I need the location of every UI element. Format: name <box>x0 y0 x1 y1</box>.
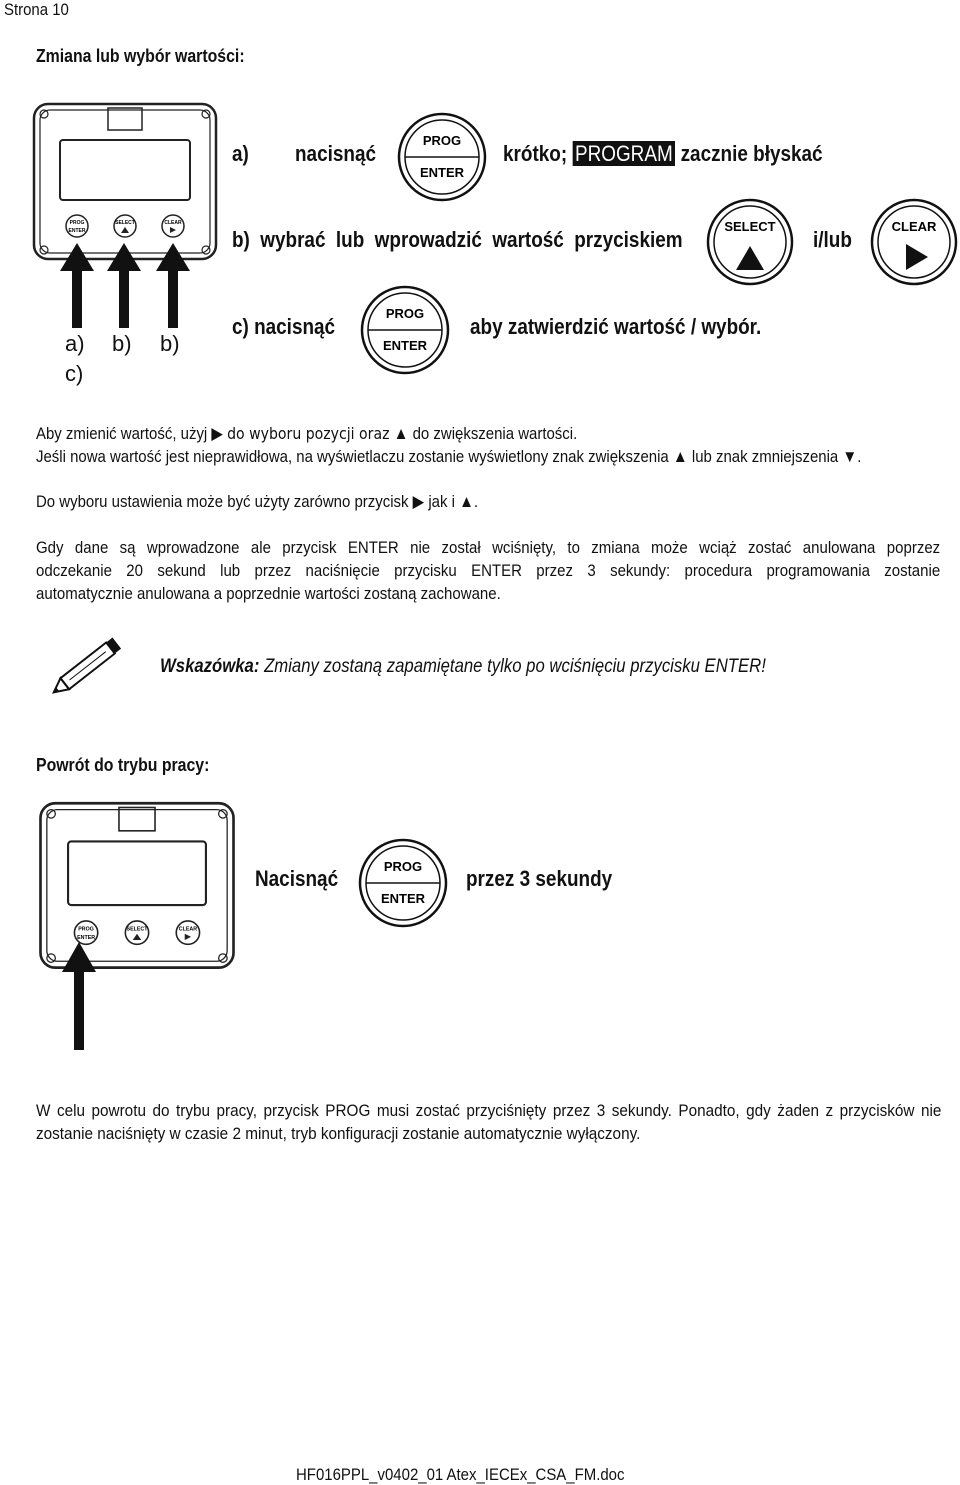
device-button-select <box>125 921 148 944</box>
step-c-result: aby zatwierdzić wartość / wybór. <box>470 314 762 339</box>
device-button-clear <box>162 215 184 237</box>
svg-text:SELECT: SELECT <box>115 220 135 226</box>
section-heading-return-to-work: Powrót do trybu pracy: <box>36 755 210 775</box>
arrow-label-b1: b) <box>112 331 132 356</box>
svg-text:PROG: PROG <box>383 859 423 874</box>
prog-enter-button-icon <box>360 285 450 375</box>
page-number: Strona 10 <box>4 0 69 19</box>
device-button-select <box>114 215 136 237</box>
return-duration: przez 3 sekundy <box>466 866 613 891</box>
down-arrow-icon: ▼ <box>842 447 858 466</box>
return-paragraph: W celu powrotu do trybu pracy, przycisk PROG musi zostać przyciśnięty przez 3 sekundy. Ponadto, gdy żaden z przycisków nie zostanie naciśnięty w czasie 2 minut, tryb konfiguracji zostanie automatycznie wyłączony. <box>36 1101 942 1143</box>
arrow-label-c: c) <box>65 361 84 386</box>
up-arrow-icon: ▲ <box>672 447 688 466</box>
prog-enter-button-icon <box>358 838 448 928</box>
svg-text:SELECT: SELECT <box>724 219 776 234</box>
step-b-text: b) wybrać lub wprowadzić wartość przyciskiem <box>232 227 683 252</box>
up-arrow-icon: ▲ <box>459 492 474 511</box>
svg-text:SELECT: SELECT <box>126 926 148 933</box>
device-button-prog-enter <box>74 921 97 944</box>
program-indicator: PROGRAM <box>572 141 675 166</box>
arrow-label-a: a) <box>65 331 85 356</box>
device-button-prog-enter <box>66 215 88 237</box>
hint-text: Wskazówka: Zmiany zostaną zapamiętane tylko po wciśnięciu przycisku ENTER! <box>160 656 766 677</box>
return-action: Nacisnąć <box>255 866 339 891</box>
instruction-line-3: Do wyboru ustawienia może być użyty zarówno przycisk ▶ jak i ▲. <box>36 492 479 511</box>
select-button-icon <box>706 198 794 286</box>
svg-text:PROG: PROG <box>422 133 462 148</box>
device-illustration <box>30 100 220 265</box>
instruction-line-1: Aby zmienić wartość, użyj ▶ do wyboru pozycji oraz ▲ do zwiększenia wartości. <box>36 424 578 443</box>
svg-text:ENTER: ENTER <box>77 935 96 941</box>
svg-text:ENTER: ENTER <box>68 228 86 234</box>
step-a-label: a) <box>232 141 249 166</box>
step-a-action: nacisnąć <box>295 141 376 166</box>
prog-enter-button-icon <box>397 112 487 202</box>
clear-button-icon <box>870 198 958 286</box>
right-arrow-icon: ▶ <box>211 424 223 443</box>
svg-text:ENTER: ENTER <box>419 165 465 180</box>
svg-text:ENTER: ENTER <box>380 891 426 906</box>
cancel-paragraph: Gdy dane są wprowadzone ale przycisk ENTER nie został wciśnięty, to zmiana może wciąż zostać anulowana poprzez odczekanie 20 sekund lub przez naciśnięcie przycisku ENTER przez 3 sekundy: procedura programowania zostanie automatycznie anulowana a poprzednie wartości zostaną zachowane. <box>36 538 941 603</box>
step-b-conjunction: i/lub <box>813 227 852 252</box>
right-arrow-icon: ▶ <box>412 492 425 511</box>
device-button-clear <box>176 921 199 944</box>
instruction-line-2: Jeśli nowa wartość jest nieprawidłowa, na wyświetlaczu zostanie wyświetlony znak zwiększenia ▲ lub znak zmniejszenia ▼. <box>36 447 862 466</box>
pointer-arrows <box>50 243 200 328</box>
svg-text:CLEAR: CLEAR <box>891 219 937 234</box>
step-a-instruction: krótko; PROGRAM zacznie błyskać <box>503 141 823 166</box>
svg-text:ENTER: ENTER <box>382 338 428 353</box>
svg-text:PROG: PROG <box>385 306 425 321</box>
svg-text:PROG: PROG <box>78 926 94 933</box>
up-arrow-icon: ▲ <box>393 424 409 443</box>
arrow-label-b2: b) <box>160 331 180 356</box>
section-heading-change-value: Zmiana lub wybór wartości: <box>36 46 245 66</box>
svg-text:CLEAR: CLEAR <box>178 926 198 933</box>
svg-text:CLEAR: CLEAR <box>164 220 182 226</box>
pencil-icon <box>52 633 128 695</box>
footer-filename: HF016PPL_v0402_01 Atex_IECEx_CSA_FM.doc <box>296 1465 625 1484</box>
svg-text:PROG: PROG <box>69 220 85 226</box>
pointer-arrow <box>62 942 96 1050</box>
step-c-text: c) nacisnąć <box>232 314 336 339</box>
